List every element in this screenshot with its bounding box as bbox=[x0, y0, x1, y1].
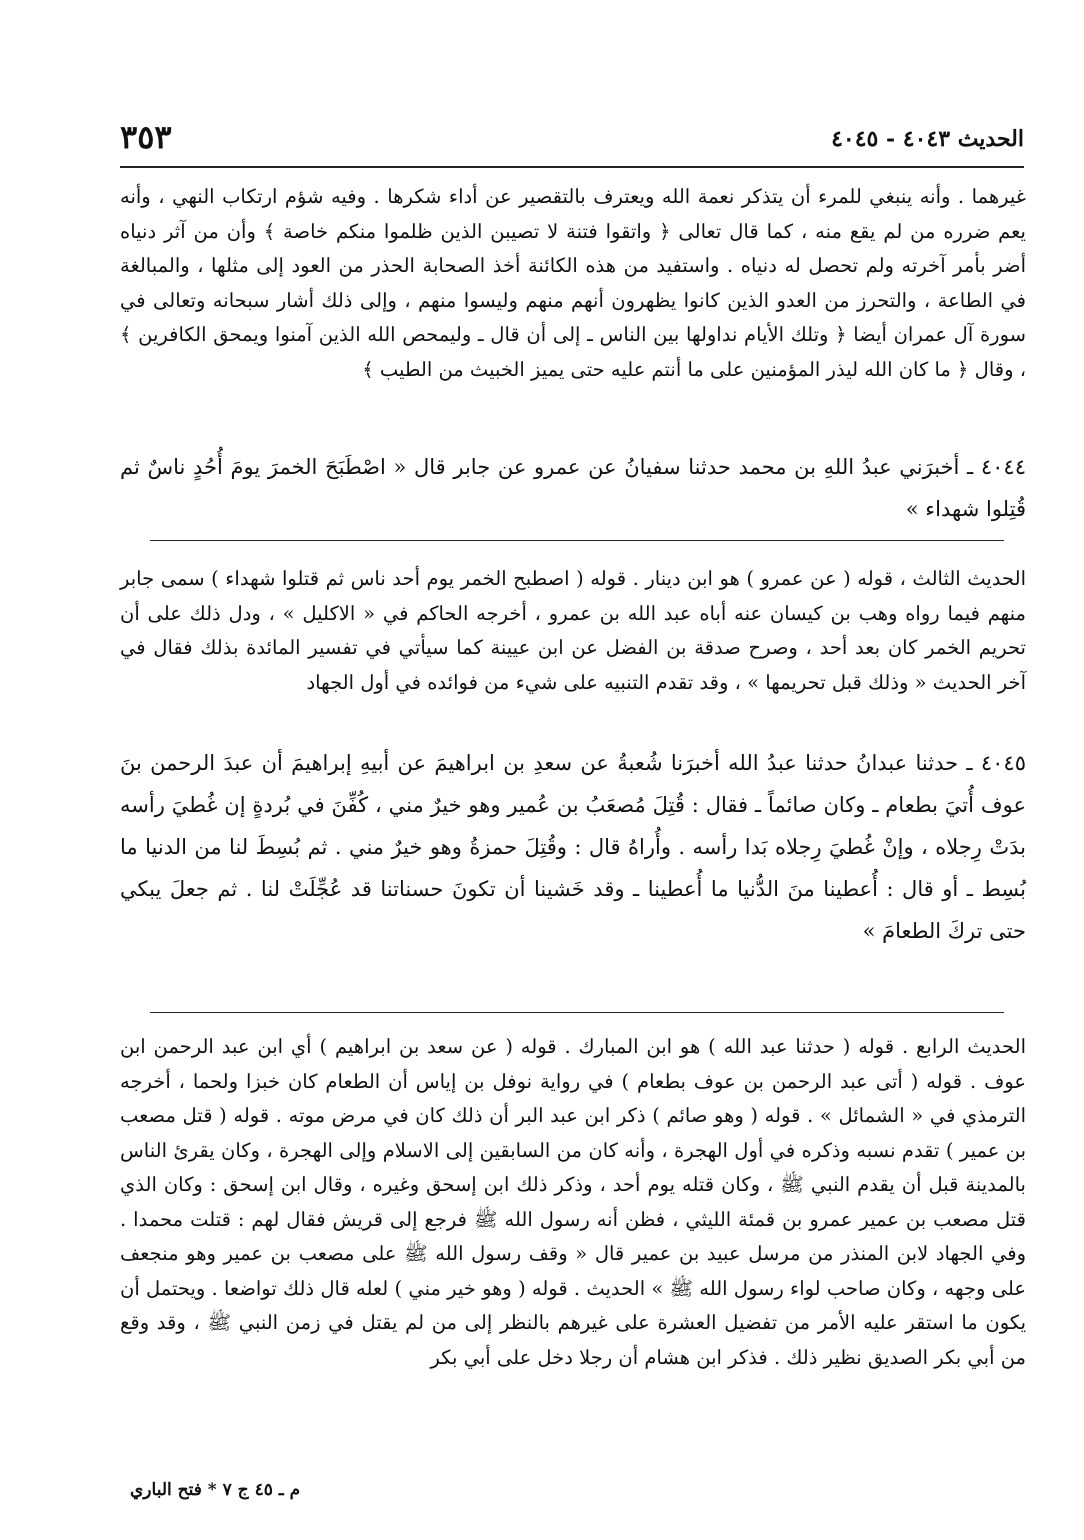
commentary-paragraph-3: الحديث الرابع . قوله ( حدثنا عبد الله ) هو ابن المبارك . قوله ( عن سعد بن ابراهيم ) أي ابن عبد الرحمن ابن عوف . قوله ( أتى عبد الرحمن بن عوف بطعام ) في رواية نوفل بن إياس أن الطعام كان خبزا ولحما ، أخرجه الترمذي في « الشمائل » . قوله ( وهو صائم ) ذكر ابن عبد البر أن ذلك كان في مرض موته . قوله ( قتل مصعب بن عمير ) تقدم نسبه وذكره في أول الهجرة ، وأنه كان من السابقين إلى الاسلام وإلى الهجرة ، وكان يقرئ الناس بالمدينة قبل أن يقدم النبي ﷺ ، وكان قتله يوم أحد ، وذكر ذلك ابن إسحق وغيره ، وقال ابن إسحق : وكان الذي قتل مصعب بن عمير عمرو بن قمئة الليثي ، فظن أنه رسول الله ﷺ فرجع إلى قريش فقال لهم : قتلت محمدا . وفي الجهاد لابن المنذر من مرسل عبيد بن عمير قال « وقف رسول الله ﷺ على مصعب بن عمير وهو منجعف على وجهه ، وكان صاحب لواء رسول الله ﷺ » الحديث . قوله ( وهو خير مني ) لعله قال ذلك تواضعا . ويحتمل أن يكون ما استقر عليه الأمر من تفضيل العشرة على غيرهم بالنظر إلى من لم يقتل في زمن النبي ﷺ ، وقد وقع من أبي بكر الصديق نظير ذلك . فذكر ابن هشام أن رجلا دخل على أبي بكر bbox=[120, 1035, 1026, 1369]
page-number: ٣٥٣ bbox=[120, 118, 172, 156]
page-footer: م ـ ٤٥ ج ٧ * فتح الباري bbox=[130, 1480, 301, 1500]
header-rule bbox=[120, 166, 1024, 168]
section-rule-1 bbox=[150, 540, 1004, 541]
hadith-4045: ٤٠٤٥ ـ حدثنا عبدانُ حدثنا عبدُ الله أخبرَنا شُعبةُ عن سعدِ بن ابراهيمَ عن أبيهِ إبراهيمَ أن عبدَ الرحمن بنَ عوف أُتيَ بطعام ـ وكان صائماً ـ فقال : قُتِلَ مُصعَبُ بن عُمير وهو خيرٌ مني ، كُفِّنَ في بُردةٍ إن غُطيَ رأسه بدَتْ رِجلاه ، وإنْ غُطيَ رِجلاه بَدا رأسه . وأُراهُ قال : وقُتِلَ حمزةُ وهو خيرٌ مني . ثم بُسِطَ لنا من الدنيا ما بُسِط ـ أو قال : أُعطينا منَ الدُّنيا ما أُعطينا ـ وقد خَشينا أن تكونَ حسناتنا قد عُجِّلَتْ لنا . ثم جعلَ يبكي حتى تركَ الطعامَ » bbox=[120, 751, 1026, 943]
section-rule-2 bbox=[150, 1012, 1004, 1013]
commentary-paragraph-1: غيرهما . وأنه ينبغي للمرء أن يتذكر نعمة الله ويعترف بالتقصير عن أداء شكرها . وفيه شؤم ارتكاب النهي ، وأنه يعم ضرره من لم يقع منه ، كما قال تعالى ﴿ واتقوا فتنة لا تصيبن الذين ظلموا منكم خاصة ﴾ وأن من آثر دنياه أضر بأمر آخرته ولم تحصل له دنياه . واستفيد من هذه الكائنة أخذ الصحابة الحذر من العود إلى مثلها ، والمبالغة في الطاعة ، والتحرز من العدو الذين كانوا يظهرون أنهم منهم وليسوا منهم ، وإلى ذلك أشار سبحانه وتعالى في سورة آل عمران أيضا ﴿ وتلك الأيام نداولها بين الناس ـ إلى أن قال ـ وليمحص الله الذين آمنوا ويمحق الكافرين ﴾ ، وقال ﴿ ما كان الله ليذر المؤمنين على ما أنتم عليه حتى يميز الخبيث من الطيب ﴾ bbox=[120, 185, 1026, 381]
commentary-paragraph-2: الحديث الثالث ، قوله ( عن عمرو ) هو ابن دينار . قوله ( اصطبح الخمر يوم أحد ناس ثم قتلوا شهداء ) سمى جابر منهم فيما رواه وهب بن كيسان عنه أباه عبد الله بن عمرو ، أخرجه الحاكم في « الاكليل » ، ودل ذلك على أن تحريم الخمر كان بعد أحد ، وصرح صدقة بن الفضل عن ابن عيينة كما سيأتي في تفسير المائدة بذلك فقال في آخر الحديث « وذلك قبل تحريمها » ، وقد تقدم التنبيه على شيء من فوائده في أول الجهاد bbox=[120, 567, 1026, 694]
running-title: الحديث ٤٠٤٣ - ٤٠٤٥ bbox=[831, 126, 1024, 152]
page-header bbox=[100, 118, 1024, 158]
hadith-4044: ٤٠٤٤ ـ أخبرَني عبدُ اللهِ بن محمد حدثنا سفيانُ عن عمرو عن جابر قال « اصْطَبَحَ الخمرَ يومَ أُحُدٍ ناسٌ ثم قُتِلوا شهداء » bbox=[120, 455, 1026, 521]
